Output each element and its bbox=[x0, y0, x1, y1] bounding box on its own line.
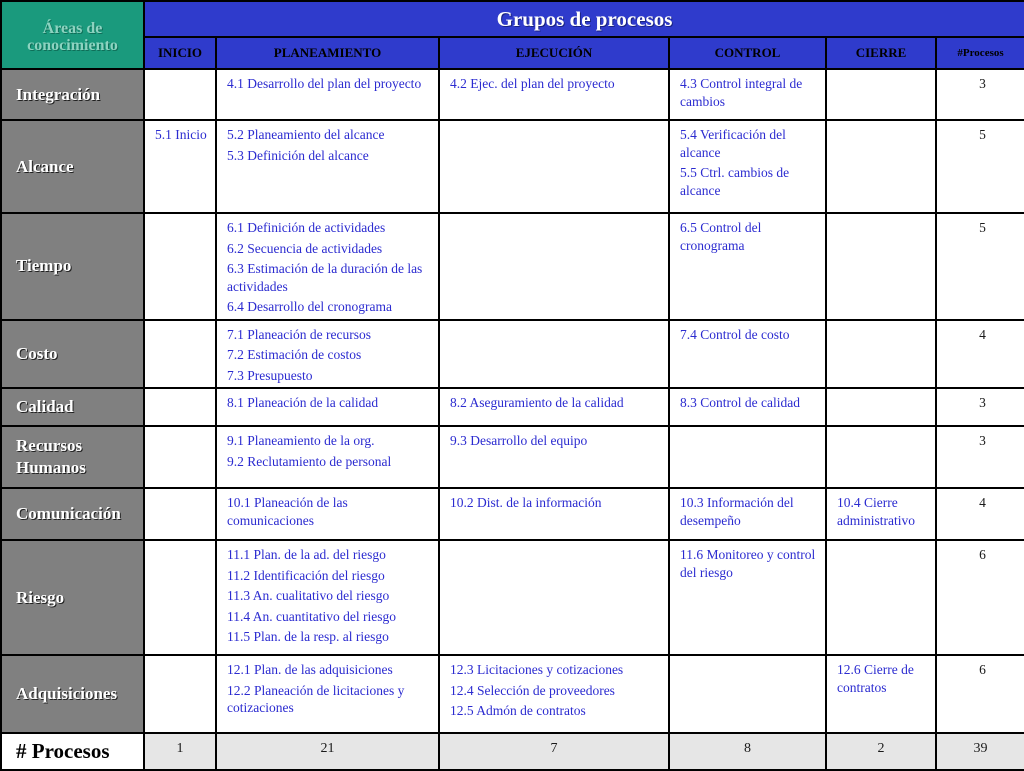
process-cell-inicio bbox=[144, 213, 216, 320]
table-row bbox=[1, 540, 1024, 655]
process-cell-inicio bbox=[144, 655, 216, 733]
process-cell-inicio bbox=[144, 388, 216, 426]
process-cell-inicio bbox=[144, 320, 216, 389]
process-cell-planeamiento bbox=[216, 320, 439, 389]
process-cell-control bbox=[669, 320, 826, 389]
knowledge-area-label: Adquisiciones bbox=[1, 655, 144, 733]
process-cell-inicio bbox=[144, 488, 216, 540]
process-cell-cierre bbox=[826, 320, 936, 389]
process-cell-inicio bbox=[144, 120, 216, 213]
process-cell-control bbox=[669, 540, 826, 655]
column-header-inicio: INICIO bbox=[144, 37, 216, 69]
process-cell-ejecucion bbox=[439, 120, 669, 213]
process-cell-cierre bbox=[826, 69, 936, 120]
process-cell-cierre bbox=[826, 426, 936, 488]
column-header-process-count: #Procesos bbox=[936, 37, 1024, 69]
process-cell-planeamiento bbox=[216, 488, 439, 540]
knowledge-area-label: Integración bbox=[1, 69, 144, 120]
knowledge-areas-header: Áreas de conocimiento bbox=[1, 1, 144, 69]
process-item: 10.2 Dist. de la información bbox=[450, 495, 602, 510]
process-count-cell: 5 bbox=[936, 120, 1024, 213]
process-cell-planeamiento bbox=[216, 69, 439, 120]
process-item: 7.1 Planeación de recursos bbox=[227, 326, 371, 342]
column-header-row bbox=[1, 37, 1024, 69]
process-cell-ejecucion bbox=[439, 388, 669, 426]
process-cell-inicio bbox=[144, 69, 216, 120]
process-item: 6.5 Control del cronograma bbox=[680, 220, 762, 253]
process-count-cell: 4 bbox=[936, 488, 1024, 540]
process-cell-ejecucion bbox=[439, 213, 669, 320]
process-item: 6.4 Desarrollo del cronograma bbox=[227, 299, 392, 314]
process-cell-control bbox=[669, 655, 826, 733]
knowledge-area-label: Riesgo bbox=[1, 540, 144, 655]
process-groups-title: Grupos de procesos bbox=[144, 1, 1024, 37]
process-cell-ejecucion bbox=[439, 320, 669, 389]
table-row bbox=[1, 320, 1024, 389]
process-item: 5.3 Definición del alcance bbox=[227, 147, 369, 163]
process-item: 11.1 Plan. de la ad. del riesgo bbox=[227, 547, 386, 562]
process-cell-planeamiento bbox=[216, 426, 439, 488]
process-item: 11.3 An. cualitativo del riesgo bbox=[227, 588, 390, 603]
knowledge-area-label: Comunicación bbox=[1, 488, 144, 540]
total-value-cell: 39 bbox=[936, 733, 1024, 770]
process-cell-ejecucion bbox=[439, 426, 669, 488]
process-item: 8.1 Planeación de la calidad bbox=[227, 395, 379, 410]
process-item: 11.6 Monitoreo y control del riesgo bbox=[680, 547, 816, 580]
process-item: 10.1 Planeación de las comunicaciones bbox=[227, 495, 348, 528]
process-item: 7.2 Estimación de costos bbox=[227, 347, 362, 362]
column-header-control: CONTROL bbox=[669, 37, 826, 69]
process-item: 6.1 Definición de actividades bbox=[227, 220, 386, 235]
process-cell-control bbox=[669, 388, 826, 426]
process-cell-planeamiento bbox=[216, 655, 439, 733]
totals-row bbox=[1, 733, 1024, 770]
process-cell-planeamiento bbox=[216, 213, 439, 320]
process-cell-ejecucion bbox=[439, 69, 669, 120]
process-item: 4.2 Ejec. del plan del proyecto bbox=[450, 76, 615, 91]
process-count-cell: 3 bbox=[936, 388, 1024, 426]
process-cell-cierre bbox=[826, 213, 936, 320]
total-value-cell: 1 bbox=[144, 733, 216, 770]
process-item: 12.2 Planeación de licitaciones y cotizaciones bbox=[227, 682, 405, 715]
process-item: 12.1 Plan. de las adquisiciones bbox=[227, 662, 393, 677]
table-row bbox=[1, 69, 1024, 120]
process-cell-control bbox=[669, 213, 826, 320]
process-item: 11.4 An. cuantitativo del riesgo bbox=[227, 608, 396, 624]
process-cell-control bbox=[669, 426, 826, 488]
total-value-cell: 2 bbox=[826, 733, 936, 770]
process-cell-planeamiento bbox=[216, 388, 439, 426]
title-row bbox=[1, 1, 1024, 37]
knowledge-area-label: Recursos Humanos bbox=[1, 426, 144, 488]
process-cell-planeamiento bbox=[216, 540, 439, 655]
total-value-cell: 21 bbox=[216, 733, 439, 770]
process-cell-cierre bbox=[826, 540, 936, 655]
column-header-planeamiento: PLANEAMIENTO bbox=[216, 37, 439, 69]
column-header-ejecucion: EJECUCIÓN bbox=[439, 37, 669, 69]
process-item: 5.4 Verificación del alcance bbox=[680, 127, 786, 160]
process-cell-control bbox=[669, 69, 826, 120]
knowledge-area-label: Tiempo bbox=[1, 213, 144, 320]
process-cell-control bbox=[669, 120, 826, 213]
column-header-cierre: CIERRE bbox=[826, 37, 936, 69]
process-item: 12.6 Cierre de contratos bbox=[837, 662, 914, 695]
process-item: 5.1 Inicio bbox=[155, 127, 207, 142]
process-item: 11.5 Plan. de la resp. al riesgo bbox=[227, 629, 389, 644]
process-cell-ejecucion bbox=[439, 488, 669, 540]
table-row bbox=[1, 388, 1024, 426]
knowledge-area-label: Calidad bbox=[1, 388, 144, 426]
process-item: 11.2 Identificación del riesgo bbox=[227, 567, 385, 583]
process-item: 7.4 Control de costo bbox=[680, 326, 790, 342]
process-cell-control bbox=[669, 488, 826, 540]
process-count-cell: 6 bbox=[936, 655, 1024, 733]
process-count-cell: 3 bbox=[936, 69, 1024, 120]
process-item: 9.2 Reclutamiento de personal bbox=[227, 453, 392, 469]
process-item: 4.1 Desarrollo del plan del proyecto bbox=[227, 76, 422, 91]
knowledge-area-label: Costo bbox=[1, 320, 144, 389]
process-item: 8.3 Control de calidad bbox=[680, 395, 800, 410]
process-count-cell: 4 bbox=[936, 320, 1024, 389]
process-item: 10.3 Información del desempeño bbox=[680, 495, 794, 528]
process-cell-inicio bbox=[144, 426, 216, 488]
process-item: 6.2 Secuencia de actividades bbox=[227, 240, 383, 256]
process-cell-planeamiento bbox=[216, 120, 439, 213]
process-cell-inicio bbox=[144, 540, 216, 655]
table-row bbox=[1, 488, 1024, 540]
table-row bbox=[1, 213, 1024, 320]
process-item: 12.5 Admón de contratos bbox=[450, 703, 586, 718]
process-item: 8.2 Aseguramiento de la calidad bbox=[450, 395, 624, 410]
process-item: 6.3 Estimación de la duración de las actividades bbox=[227, 261, 423, 294]
process-item: 12.3 Licitaciones y cotizaciones bbox=[450, 662, 624, 677]
process-cell-cierre bbox=[826, 655, 936, 733]
process-count-cell: 5 bbox=[936, 213, 1024, 320]
process-item: 9.1 Planeamiento de la org. bbox=[227, 433, 375, 448]
knowledge-area-label: Alcance bbox=[1, 120, 144, 213]
process-cell-cierre bbox=[826, 120, 936, 213]
process-item: 4.3 Control integral de cambios bbox=[680, 76, 803, 109]
process-count-cell: 6 bbox=[936, 540, 1024, 655]
process-item: 9.3 Desarrollo del equipo bbox=[450, 433, 588, 448]
process-cell-ejecucion bbox=[439, 655, 669, 733]
totals-label: # Procesos bbox=[1, 733, 144, 770]
process-item: 5.5 Ctrl. cambios de alcance bbox=[680, 165, 790, 198]
process-item: 7.3 Presupuesto bbox=[227, 367, 313, 383]
total-value-cell: 8 bbox=[669, 733, 826, 770]
process-cell-cierre bbox=[826, 388, 936, 426]
process-count-cell: 3 bbox=[936, 426, 1024, 488]
process-item: 12.4 Selección de proveedores bbox=[450, 682, 615, 698]
table-row bbox=[1, 655, 1024, 733]
process-item: 10.4 Cierre administrativo bbox=[837, 495, 915, 528]
process-cell-ejecucion bbox=[439, 540, 669, 655]
total-value-cell: 7 bbox=[439, 733, 669, 770]
process-item: 5.2 Planeamiento del alcance bbox=[227, 127, 385, 142]
table-row bbox=[1, 120, 1024, 213]
table-row bbox=[1, 426, 1024, 488]
process-cell-cierre bbox=[826, 488, 936, 540]
